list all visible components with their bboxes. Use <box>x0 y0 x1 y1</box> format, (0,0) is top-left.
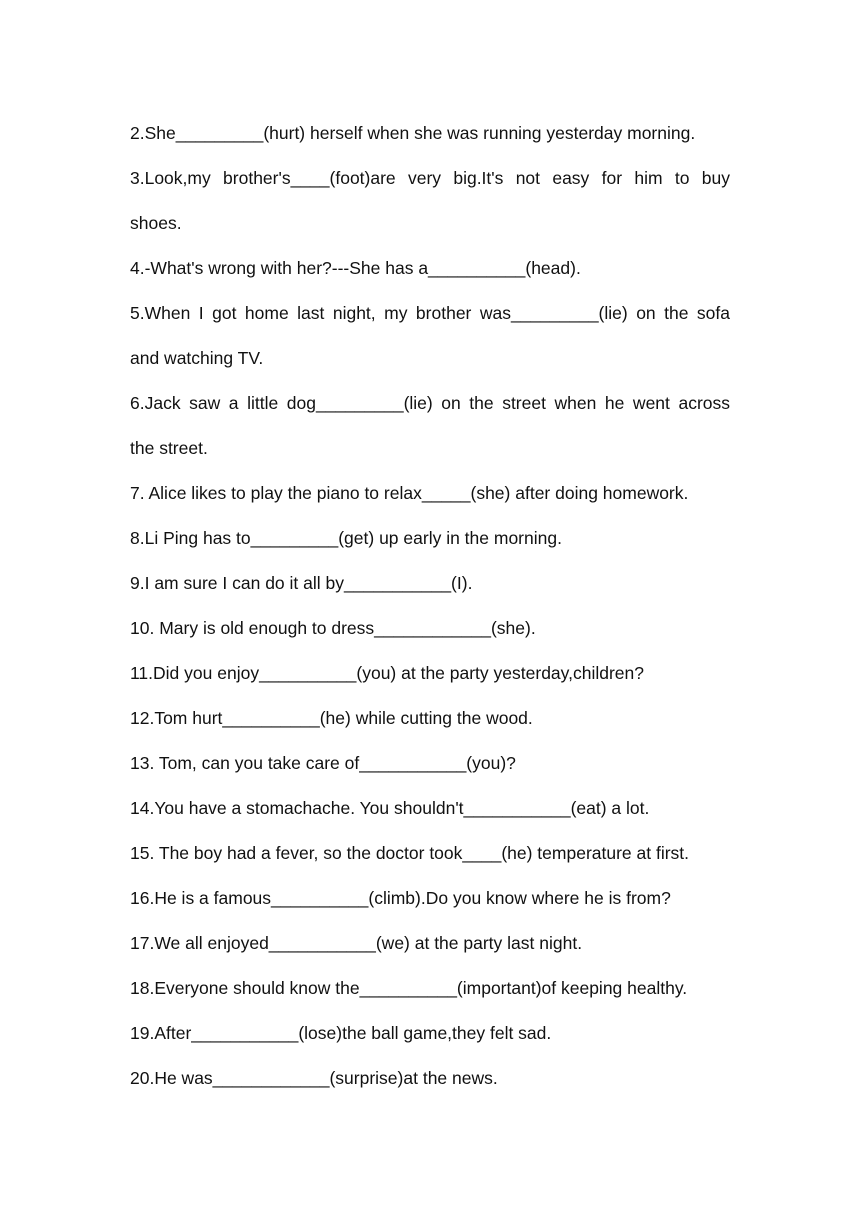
exercise-line-20: 20.He was____________(surprise)at the news. <box>130 1068 498 1088</box>
exercise-line-9: 9.I am sure I can do it all by___________(I). <box>130 573 473 593</box>
exercise-line-3-continued: shoes. <box>130 213 182 233</box>
exercise-line-11: 11.Did you enjoy__________(you) at the party yesterday,children? <box>130 663 644 683</box>
exercise-line-6: 6.Jack saw a little dog_________(lie) on the street when he went across <box>130 393 730 413</box>
exercise-line-7: 7. Alice likes to play the piano to relax_____(she) after doing homework. <box>130 483 689 503</box>
exercise-line-16: 16.He is a famous__________(climb).Do you know where he is from? <box>130 888 671 908</box>
exercise-line-6-continued: the street. <box>130 438 208 458</box>
exercise-line-4: 4.-What's wrong with her?---She has a__________(head). <box>130 258 581 278</box>
exercise-line-19: 19.After___________(lose)the ball game,they felt sad. <box>130 1023 552 1043</box>
exercise-line-3: 3.Look,my brother's____(foot)are very big.It's not easy for him to buy <box>130 168 730 188</box>
exercise-list <box>130 111 730 1101</box>
exercise-line-14: 14.You have a stomachache. You shouldn't___________(eat) a lot. <box>130 798 650 818</box>
exercise-line-2: 2.She_________(hurt) herself when she was running yesterday morning. <box>130 123 696 143</box>
exercise-line-5: 5.When I got home last night, my brother was_________(lie) on the sofa <box>130 303 730 323</box>
exercise-line-18: 18.Everyone should know the__________(important)of keeping healthy. <box>130 978 688 998</box>
exercise-line-8: 8.Li Ping has to_________(get) up early in the morning. <box>130 528 562 548</box>
exercise-line-15: 15. The boy had a fever, so the doctor took____(he) temperature at first. <box>130 843 690 863</box>
exercise-line-13: 13. Tom, can you take care of___________(you)? <box>130 753 516 773</box>
exercise-line-12: 12.Tom hurt__________(he) while cutting the wood. <box>130 708 533 728</box>
exercise-line-5-continued: and watching TV. <box>130 348 264 368</box>
exercise-line-10: 10. Mary is old enough to dress____________(she). <box>130 618 536 638</box>
exercise-line-17: 17.We all enjoyed___________(we) at the party last night. <box>130 933 583 953</box>
